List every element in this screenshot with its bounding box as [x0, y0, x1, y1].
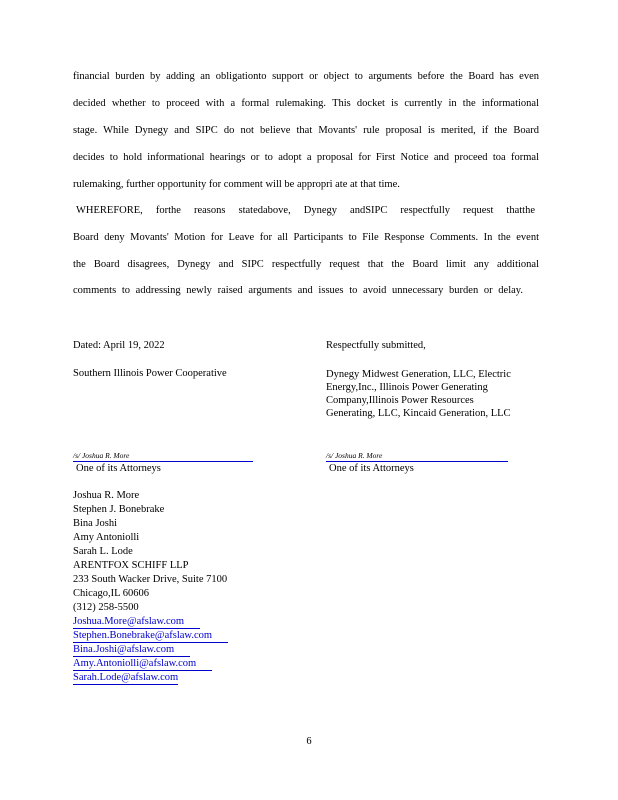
- body-line: the Board disagrees, Dynegy and SIPC respectfully request that the Board limit any additional: [73, 259, 539, 270]
- attorney-name: Bina Joshi: [73, 518, 118, 529]
- attorney-contact-block: [73, 489, 228, 685]
- body-line: stage. While Dynegy and SIPC do not believe that Movants' rule proposal is merited, if the Board: [73, 125, 539, 136]
- body-line: comments to addressing newly raised arguments and issues to avoid unnecessary burden or delay.: [73, 285, 523, 296]
- email-link[interactable]: Sarah.Lode@afslaw.com: [73, 672, 179, 683]
- respectfully-submitted: Respectfully submitted,: [326, 340, 426, 351]
- body-line: decides to hold informational hearings or to adopt a proposal for First Notice and proceed toa formal: [73, 152, 539, 163]
- body-line-wherefore: WHEREFORE, forthe reasons statedabove, Dynegy andSIPC respectfully request thatthe: [76, 205, 535, 216]
- page-number: 6: [306, 736, 312, 747]
- email-link[interactable]: Stephen.Bonebrake@afslaw.com: [73, 630, 228, 643]
- attorney-name: Joshua R. More: [73, 490, 140, 501]
- left-party-name: Southern Illinois Power Cooperative: [73, 368, 227, 379]
- law-firm-name: ARENTFOX SCHIFF LLP: [73, 560, 189, 571]
- right-attorney-role: One of its Attorneys: [329, 463, 414, 474]
- left-signature-line: /s/ Joshua R. More: [73, 450, 253, 462]
- right-party-line: Company,Illinois Power Resources: [326, 395, 474, 406]
- right-party-line: Dynegy Midwest Generation, LLC, Electric: [326, 369, 511, 380]
- right-party-line: Energy,Inc., Illinois Power Generating: [326, 382, 488, 393]
- right-party-name: [326, 368, 511, 420]
- dated-line: Dated: April 19, 2022: [73, 340, 165, 351]
- attorney-name: Sarah L. Lode: [73, 546, 133, 557]
- address-city-line: Chicago,IL 60606: [73, 588, 150, 599]
- phone-number: (312) 258-5500: [73, 602, 139, 613]
- right-signature-line: /s/ Joshua R. More: [326, 450, 508, 462]
- body-line: decided whether to proceed with a formal rulemaking. This docket is currently in the informational: [73, 98, 539, 109]
- body-line: rulemaking, further opportunity for comment will be appropri ate at that time.: [73, 179, 400, 190]
- attorney-name: Amy Antoniolli: [73, 532, 140, 543]
- attorney-name: Stephen J. Bonebrake: [73, 504, 165, 515]
- email-link[interactable]: Joshua.More@afslaw.com: [73, 616, 200, 629]
- email-link[interactable]: Bina.Joshi@afslaw.com: [73, 644, 190, 657]
- body-line: financial burden by adding an obligationto support or object to arguments before the Board has even: [73, 71, 539, 82]
- body-line: Board deny Movants' Motion for Leave for all Participants to File Response Comments. In the event: [73, 232, 539, 243]
- address-line: 233 South Wacker Drive, Suite 7100: [73, 574, 228, 585]
- email-link[interactable]: Amy.Antoniolli@afslaw.com: [73, 658, 212, 671]
- right-party-line: Generating, LLC, Kincaid Generation, LLC: [326, 408, 511, 419]
- left-attorney-role: One of its Attorneys: [76, 463, 161, 474]
